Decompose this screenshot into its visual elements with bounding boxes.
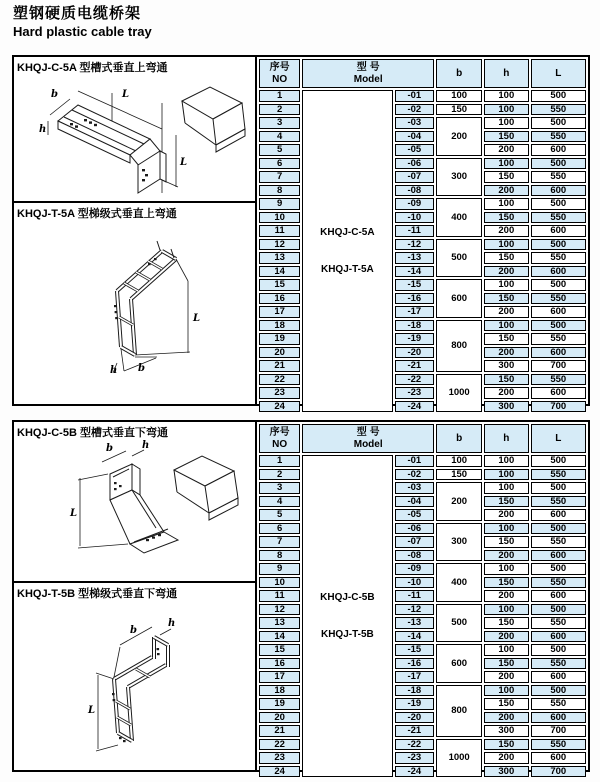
h-cell: 100 xyxy=(484,90,528,102)
h-cell: 150 xyxy=(484,374,528,386)
col-header-b: b xyxy=(436,424,482,453)
b-cell: 200 xyxy=(436,482,482,521)
model-no-cell: -10 xyxy=(395,577,435,589)
h-cell: 300 xyxy=(484,360,528,372)
model-no-cell: -03 xyxy=(395,482,435,494)
model-no-cell: -16 xyxy=(395,293,435,305)
b-cell: 300 xyxy=(436,158,482,197)
row-no-cell: 1 xyxy=(259,90,300,102)
row-no-cell: 1 xyxy=(259,455,300,467)
h-cell: 200 xyxy=(484,590,528,602)
col-header-no-zh: 序号 xyxy=(269,62,290,73)
model-no-cell: -06 xyxy=(395,523,435,535)
l-cell: 600 xyxy=(531,347,587,359)
l-cell: 500 xyxy=(531,685,587,697)
l-cell: 500 xyxy=(531,320,587,332)
row-no-cell: 19 xyxy=(259,698,300,710)
ladder-up-label: KHQJ-T-5A 型梯级式垂直上弯通 xyxy=(17,208,177,220)
row-no-cell: 16 xyxy=(259,293,300,305)
l-cell: 600 xyxy=(531,590,587,602)
channel-down-diagram xyxy=(14,440,251,581)
b-cell: 600 xyxy=(436,279,482,318)
model-no-cell: -08 xyxy=(395,185,435,197)
l-cell: 600 xyxy=(531,509,587,521)
cover-piece-diagram xyxy=(174,456,238,520)
model-no-cell: -16 xyxy=(395,658,435,670)
row-no-cell: 4 xyxy=(259,496,300,508)
ladder-down-label: KHQJ-T-5B 型梯级式垂直下弯通 xyxy=(17,588,178,600)
model-no-cell: -12 xyxy=(395,239,435,251)
model-no-cell: -24 xyxy=(395,401,435,413)
row-no-cell: 11 xyxy=(259,225,300,237)
channel-up-subpanel xyxy=(14,57,255,203)
l-cell: 500 xyxy=(531,523,587,535)
row-no-cell: 20 xyxy=(259,712,300,724)
model-no-cell: -21 xyxy=(395,725,435,737)
row-no-cell: 18 xyxy=(259,320,300,332)
model-no-cell: -18 xyxy=(395,320,435,332)
h-cell: 100 xyxy=(484,117,528,129)
b-cell: 100 xyxy=(436,455,482,467)
h-cell: 100 xyxy=(484,563,528,575)
page-title xyxy=(13,5,152,40)
h-cell: 300 xyxy=(484,725,528,737)
l-cell: 500 xyxy=(531,455,587,467)
h-cell: 200 xyxy=(484,509,528,521)
diagram-panel-a xyxy=(14,57,257,404)
row-no-cell: 6 xyxy=(259,523,300,535)
model-ladder-name: KHQJ-T-5A xyxy=(320,263,374,275)
model-no-cell: -20 xyxy=(395,347,435,359)
row-no-cell: 17 xyxy=(259,306,300,318)
model-ladder-name: KHQJ-T-5B xyxy=(320,628,374,640)
col-header-no-en: NO xyxy=(272,73,288,85)
model-no-cell: -04 xyxy=(395,496,435,508)
h-cell: 200 xyxy=(484,671,528,683)
l-cell: 500 xyxy=(531,279,587,291)
model-no-cell: -07 xyxy=(395,536,435,548)
row-no-cell: 3 xyxy=(259,117,300,129)
model-no-cell: -11 xyxy=(395,590,435,602)
model-no-cell: -09 xyxy=(395,198,435,210)
model-no-cell: -19 xyxy=(395,333,435,345)
col-header-model xyxy=(302,424,434,453)
table-body-0 xyxy=(259,90,586,412)
l-cell: 600 xyxy=(531,550,587,562)
h-cell: 150 xyxy=(484,171,528,183)
model-name-cell xyxy=(302,90,392,412)
header-row xyxy=(259,424,586,453)
l-cell: 550 xyxy=(531,131,587,143)
dim-label-b: b xyxy=(106,443,113,454)
row-no-cell: 12 xyxy=(259,604,300,616)
l-cell: 500 xyxy=(531,604,587,616)
dim-label-h: h xyxy=(142,440,150,451)
l-cell: 550 xyxy=(531,374,587,386)
h-cell: 150 xyxy=(484,577,528,589)
model-no-cell: -22 xyxy=(395,739,435,751)
table-body-1 xyxy=(259,455,586,777)
h-cell: 100 xyxy=(484,685,528,697)
model-no-cell: -23 xyxy=(395,387,435,399)
l-cell: 600 xyxy=(531,671,587,683)
b-cell: 600 xyxy=(436,644,482,683)
row-no-cell: 4 xyxy=(259,131,300,143)
l-cell: 600 xyxy=(531,225,587,237)
b-cell: 1000 xyxy=(436,739,482,778)
b-cell: 150 xyxy=(436,104,482,116)
spec-table-b xyxy=(257,422,588,779)
b-cell: 1000 xyxy=(436,374,482,413)
l-cell: 600 xyxy=(531,631,587,643)
model-no-cell: -17 xyxy=(395,306,435,318)
row-no-cell: 24 xyxy=(259,766,300,778)
row-no-cell: 11 xyxy=(259,590,300,602)
model-no-cell: -15 xyxy=(395,279,435,291)
col-header-no-zh: 序号 xyxy=(269,427,290,438)
ladder-up-diagram xyxy=(14,221,251,402)
col-header-h: h xyxy=(484,59,528,88)
h-cell: 150 xyxy=(484,333,528,345)
col-header-no xyxy=(259,59,300,88)
dim-label-l-right: L xyxy=(180,157,188,168)
model-no-cell: -04 xyxy=(395,131,435,143)
l-cell: 700 xyxy=(531,401,587,413)
h-cell: 200 xyxy=(484,752,528,764)
ladder-down-diagram xyxy=(14,601,251,768)
h-cell: 150 xyxy=(484,131,528,143)
model-no-cell: -23 xyxy=(395,752,435,764)
page-title-zh: 塑钢硬质电缆桥架 xyxy=(13,5,142,22)
l-cell: 550 xyxy=(531,698,587,710)
l-cell: 550 xyxy=(531,171,587,183)
h-cell: 150 xyxy=(484,698,528,710)
col-header-l: L xyxy=(531,59,587,88)
model-no-cell: -15 xyxy=(395,644,435,656)
ladder-up-subpanel xyxy=(14,203,255,404)
row-no-cell: 13 xyxy=(259,617,300,629)
row-no-cell: 15 xyxy=(259,644,300,656)
model-no-cell: -07 xyxy=(395,171,435,183)
model-no-cell: -14 xyxy=(395,266,435,278)
model-no-cell: -01 xyxy=(395,90,435,102)
row-no-cell: 14 xyxy=(259,631,300,643)
l-cell: 550 xyxy=(531,104,587,116)
model-no-cell: -12 xyxy=(395,604,435,616)
l-cell: 700 xyxy=(531,360,587,372)
page-title-en: Hard plastic cable tray xyxy=(13,23,152,39)
h-cell: 100 xyxy=(484,239,528,251)
row-no-cell: 22 xyxy=(259,739,300,751)
h-cell: 100 xyxy=(484,279,528,291)
col-header-model-en: Model xyxy=(353,73,383,85)
row-no-cell: 24 xyxy=(259,401,300,413)
row-no-cell: 14 xyxy=(259,266,300,278)
l-cell: 550 xyxy=(531,617,587,629)
row-no-cell: 23 xyxy=(259,387,300,399)
diagram-panel-b xyxy=(14,422,257,770)
model-name-cell xyxy=(302,455,392,777)
l-cell: 600 xyxy=(531,306,587,318)
model-no-cell: -21 xyxy=(395,360,435,372)
model-no-cell: -18 xyxy=(395,685,435,697)
h-cell: 200 xyxy=(484,347,528,359)
row-no-cell: 17 xyxy=(259,671,300,683)
l-cell: 600 xyxy=(531,387,587,399)
row-no-cell: 5 xyxy=(259,509,300,521)
l-cell: 700 xyxy=(531,725,587,737)
model-channel-name: KHQJ-C-5A xyxy=(320,226,375,238)
l-cell: 500 xyxy=(531,563,587,575)
model-no-cell: -19 xyxy=(395,698,435,710)
col-header-model xyxy=(302,59,434,88)
h-cell: 150 xyxy=(484,739,528,751)
channel-up-label: KHQJ-C-5A 型槽式垂直上弯通 xyxy=(17,62,168,74)
cover-piece-diagram xyxy=(182,87,245,152)
l-cell: 600 xyxy=(531,266,587,278)
row-no-cell: 16 xyxy=(259,658,300,670)
col-header-h: h xyxy=(484,424,528,453)
spec-table-a xyxy=(257,57,588,414)
h-cell: 150 xyxy=(484,293,528,305)
row-no-cell: 2 xyxy=(259,469,300,481)
header-row xyxy=(259,59,586,88)
b-cell: 800 xyxy=(436,320,482,372)
table-row xyxy=(259,90,586,102)
l-cell: 550 xyxy=(531,469,587,481)
l-cell: 700 xyxy=(531,766,587,778)
row-no-cell: 7 xyxy=(259,171,300,183)
h-cell: 200 xyxy=(484,306,528,318)
h-cell: 200 xyxy=(484,144,528,156)
row-no-cell: 19 xyxy=(259,333,300,345)
h-cell: 200 xyxy=(484,631,528,643)
model-no-cell: -05 xyxy=(395,509,435,521)
b-cell: 500 xyxy=(436,604,482,643)
dim-label-l: L xyxy=(70,508,78,519)
b-cell: 800 xyxy=(436,685,482,737)
dim-label-l: L xyxy=(88,705,96,716)
row-no-cell: 5 xyxy=(259,144,300,156)
l-cell: 550 xyxy=(531,739,587,751)
h-cell: 100 xyxy=(484,523,528,535)
b-cell: 400 xyxy=(436,198,482,237)
b-cell: 300 xyxy=(436,523,482,562)
l-cell: 600 xyxy=(531,185,587,197)
l-cell: 550 xyxy=(531,496,587,508)
col-header-no-en: NO xyxy=(272,438,288,450)
l-cell: 500 xyxy=(531,198,587,210)
dim-label-b: b xyxy=(130,625,137,636)
model-no-cell: -10 xyxy=(395,212,435,224)
table-row xyxy=(259,455,586,467)
model-no-cell: -03 xyxy=(395,117,435,129)
ladder-down-subpanel xyxy=(14,583,255,770)
b-cell: 200 xyxy=(436,117,482,156)
row-no-cell: 9 xyxy=(259,198,300,210)
row-no-cell: 21 xyxy=(259,725,300,737)
col-header-l: L xyxy=(531,424,587,453)
row-no-cell: 6 xyxy=(259,158,300,170)
channel-up-diagram xyxy=(14,75,251,201)
b-cell: 100 xyxy=(436,90,482,102)
l-cell: 550 xyxy=(531,333,587,345)
h-cell: 150 xyxy=(484,252,528,264)
h-cell: 150 xyxy=(484,658,528,670)
l-cell: 500 xyxy=(531,644,587,656)
model-channel-name: KHQJ-C-5B xyxy=(320,591,375,603)
h-cell: 200 xyxy=(484,185,528,197)
model-no-cell: -08 xyxy=(395,550,435,562)
dim-label-h: h xyxy=(39,124,47,135)
model-no-cell: -13 xyxy=(395,252,435,264)
h-cell: 100 xyxy=(484,455,528,467)
l-cell: 600 xyxy=(531,752,587,764)
h-cell: 200 xyxy=(484,712,528,724)
h-cell: 150 xyxy=(484,496,528,508)
h-cell: 200 xyxy=(484,225,528,237)
l-cell: 550 xyxy=(531,212,587,224)
l-cell: 500 xyxy=(531,117,587,129)
row-no-cell: 7 xyxy=(259,536,300,548)
model-no-cell: -01 xyxy=(395,455,435,467)
b-cell: 150 xyxy=(436,469,482,481)
model-no-cell: -02 xyxy=(395,469,435,481)
l-cell: 600 xyxy=(531,712,587,724)
h-cell: 100 xyxy=(484,198,528,210)
model-no-cell: -14 xyxy=(395,631,435,643)
l-cell: 550 xyxy=(531,658,587,670)
h-cell: 100 xyxy=(484,469,528,481)
h-cell: 100 xyxy=(484,644,528,656)
model-no-cell: -06 xyxy=(395,158,435,170)
row-no-cell: 8 xyxy=(259,185,300,197)
l-cell: 550 xyxy=(531,577,587,589)
h-cell: 200 xyxy=(484,266,528,278)
row-no-cell: 9 xyxy=(259,563,300,575)
dim-label-b: b xyxy=(51,89,58,100)
b-cell: 400 xyxy=(436,563,482,602)
dim-label-b: b xyxy=(138,363,145,374)
dim-label-h: h xyxy=(168,618,176,629)
channel-down-subpanel xyxy=(14,422,255,583)
model-no-cell: -17 xyxy=(395,671,435,683)
row-no-cell: 8 xyxy=(259,550,300,562)
h-cell: 100 xyxy=(484,604,528,616)
row-no-cell: 12 xyxy=(259,239,300,251)
row-no-cell: 22 xyxy=(259,374,300,386)
dim-label-l: L xyxy=(193,313,201,324)
dim-label-h: h xyxy=(110,365,118,376)
row-no-cell: 15 xyxy=(259,279,300,291)
h-cell: 300 xyxy=(484,766,528,778)
model-no-cell: -13 xyxy=(395,617,435,629)
model-no-cell: -24 xyxy=(395,766,435,778)
row-no-cell: 21 xyxy=(259,360,300,372)
l-cell: 550 xyxy=(531,293,587,305)
model-no-cell: -11 xyxy=(395,225,435,237)
h-cell: 100 xyxy=(484,104,528,116)
row-no-cell: 13 xyxy=(259,252,300,264)
h-cell: 100 xyxy=(484,482,528,494)
b-cell: 500 xyxy=(436,239,482,278)
model-no-cell: -09 xyxy=(395,563,435,575)
row-no-cell: 10 xyxy=(259,212,300,224)
h-cell: 150 xyxy=(484,536,528,548)
h-cell: 200 xyxy=(484,550,528,562)
dim-label-l-top: L xyxy=(122,89,130,100)
section-down-bend xyxy=(12,420,590,777)
model-no-cell: -05 xyxy=(395,144,435,156)
row-no-cell: 20 xyxy=(259,347,300,359)
row-no-cell: 10 xyxy=(259,577,300,589)
l-cell: 500 xyxy=(531,90,587,102)
l-cell: 500 xyxy=(531,482,587,494)
h-cell: 100 xyxy=(484,320,528,332)
model-no-cell: -20 xyxy=(395,712,435,724)
row-no-cell: 2 xyxy=(259,104,300,116)
l-cell: 500 xyxy=(531,239,587,251)
l-cell: 500 xyxy=(531,158,587,170)
channel-down-label: KHQJ-C-5B 型槽式垂直下弯通 xyxy=(17,427,168,439)
row-no-cell: 18 xyxy=(259,685,300,697)
row-no-cell: 3 xyxy=(259,482,300,494)
col-header-model-zh: 型 号 xyxy=(356,427,380,438)
model-no-cell: -02 xyxy=(395,104,435,116)
h-cell: 200 xyxy=(484,387,528,399)
l-cell: 550 xyxy=(531,536,587,548)
l-cell: 550 xyxy=(531,252,587,264)
col-header-model-en: Model xyxy=(353,438,383,450)
h-cell: 150 xyxy=(484,617,528,629)
h-cell: 100 xyxy=(484,158,528,170)
spec-table-a-wrap xyxy=(257,57,588,412)
col-header-b: b xyxy=(436,59,482,88)
spec-table-b-wrap xyxy=(257,422,588,777)
section-up-bend xyxy=(12,55,590,412)
h-cell: 300 xyxy=(484,401,528,413)
col-header-no xyxy=(259,424,300,453)
h-cell: 150 xyxy=(484,212,528,224)
model-no-cell: -22 xyxy=(395,374,435,386)
row-no-cell: 23 xyxy=(259,752,300,764)
col-header-model-zh: 型 号 xyxy=(356,62,380,73)
l-cell: 600 xyxy=(531,144,587,156)
